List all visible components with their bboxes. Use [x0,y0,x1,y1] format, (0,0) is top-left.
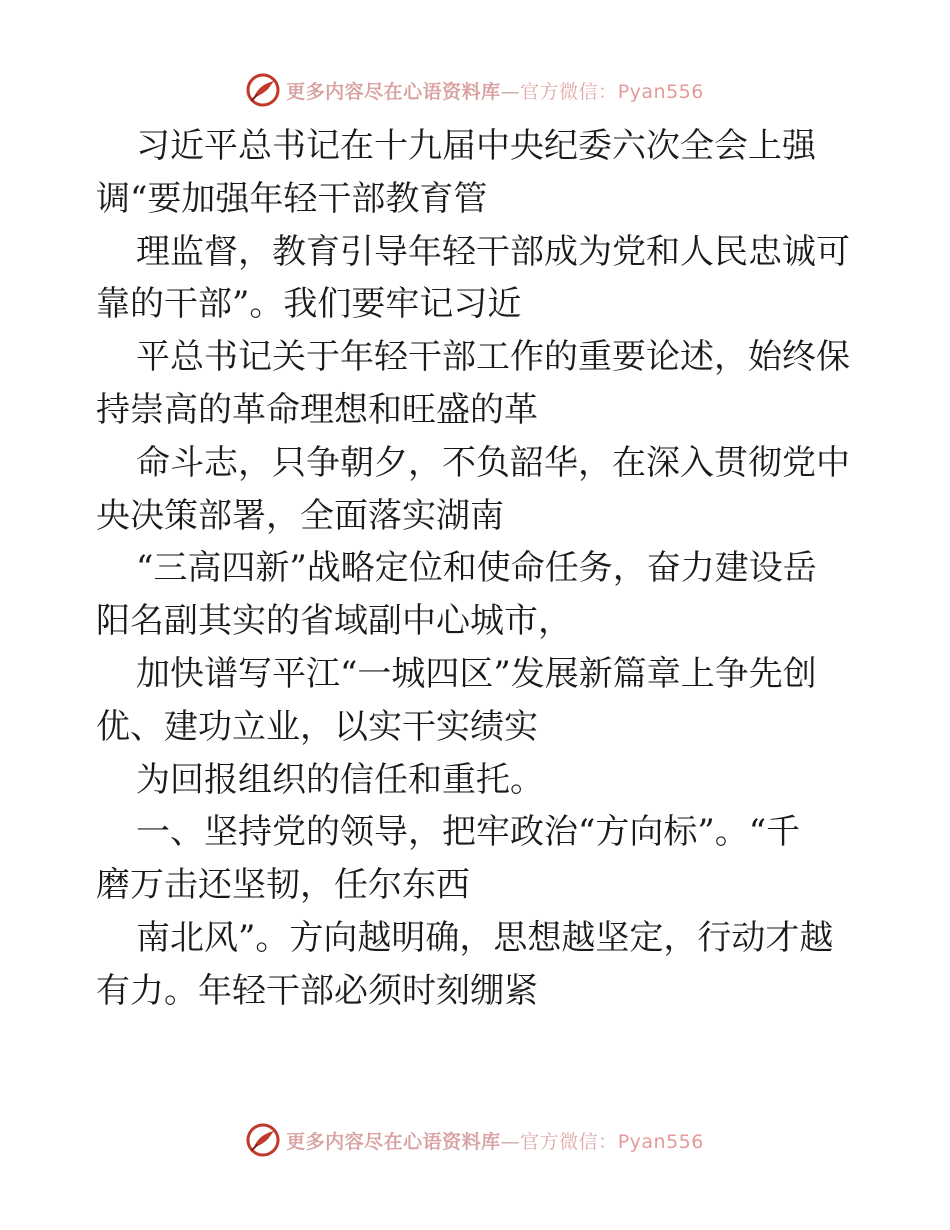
text-line: 习近平总书记在十九届中央纪委六次全会上强 [136,126,816,166]
text-line: 加快谱写平江“一城四区”发展新篇章上争先创 [136,653,817,694]
header-banner [0,70,950,110]
banner-wechat-label: 官方微信： [520,80,618,103]
text-line: 为回报组织的信任和重托。 [136,759,544,800]
banner-wechat-label: 官方微信： [520,1130,618,1153]
footer-banner [0,1120,950,1160]
banner-separator: — [500,80,521,103]
text-line: 平总书记关于年轻干部工作的重要论述，始终保 [136,337,850,378]
banner-text [286,77,704,104]
text-line: 调“要加强年轻干部教育管 [96,178,488,219]
text-line: 优、建功立业，以实干实绩实 [96,706,538,747]
banner-wechat-id: Pyan556 [617,1130,704,1153]
pen-logo-icon [246,1123,280,1157]
text-line: 南北风”。方向越明确，思想越坚定，行动才越 [136,917,834,958]
text-line: 阳名副其实的省域副中心城市， [96,601,572,642]
banner-site-name: 更多内容尽在心语资料库 [286,80,501,103]
text-line: 央决策部署，全面落实湖南 [96,495,504,536]
banner-separator: — [500,1130,521,1153]
text-line: 磨万击还坚韧，任尔东西 [96,865,470,906]
text-line: 一、坚持党的领导，把牢政治“方向标”。“千 [136,812,801,853]
text-line: 有力。年轻干部必须时刻绷紧 [96,970,538,1011]
document-body [96,120,856,1018]
banner-wechat-id: Pyan556 [617,80,704,103]
text-line: 靠的干部”。我们要牢记习近 [96,284,522,325]
text-line: 理监督，教育引导年轻干部成为党和人民忠诚可 [136,231,850,272]
text-line: 命斗志，只争朝夕，不负韶华，在深入贯彻党中 [136,442,850,483]
pen-logo-icon [246,73,280,107]
text-line: “三高四新”战略定位和使命任务，奋力建设岳 [136,548,817,589]
banner-text [286,1127,704,1154]
text-line: 持崇高的革命理想和旺盛的革 [96,389,538,430]
banner-site-name: 更多内容尽在心语资料库 [286,1130,501,1153]
